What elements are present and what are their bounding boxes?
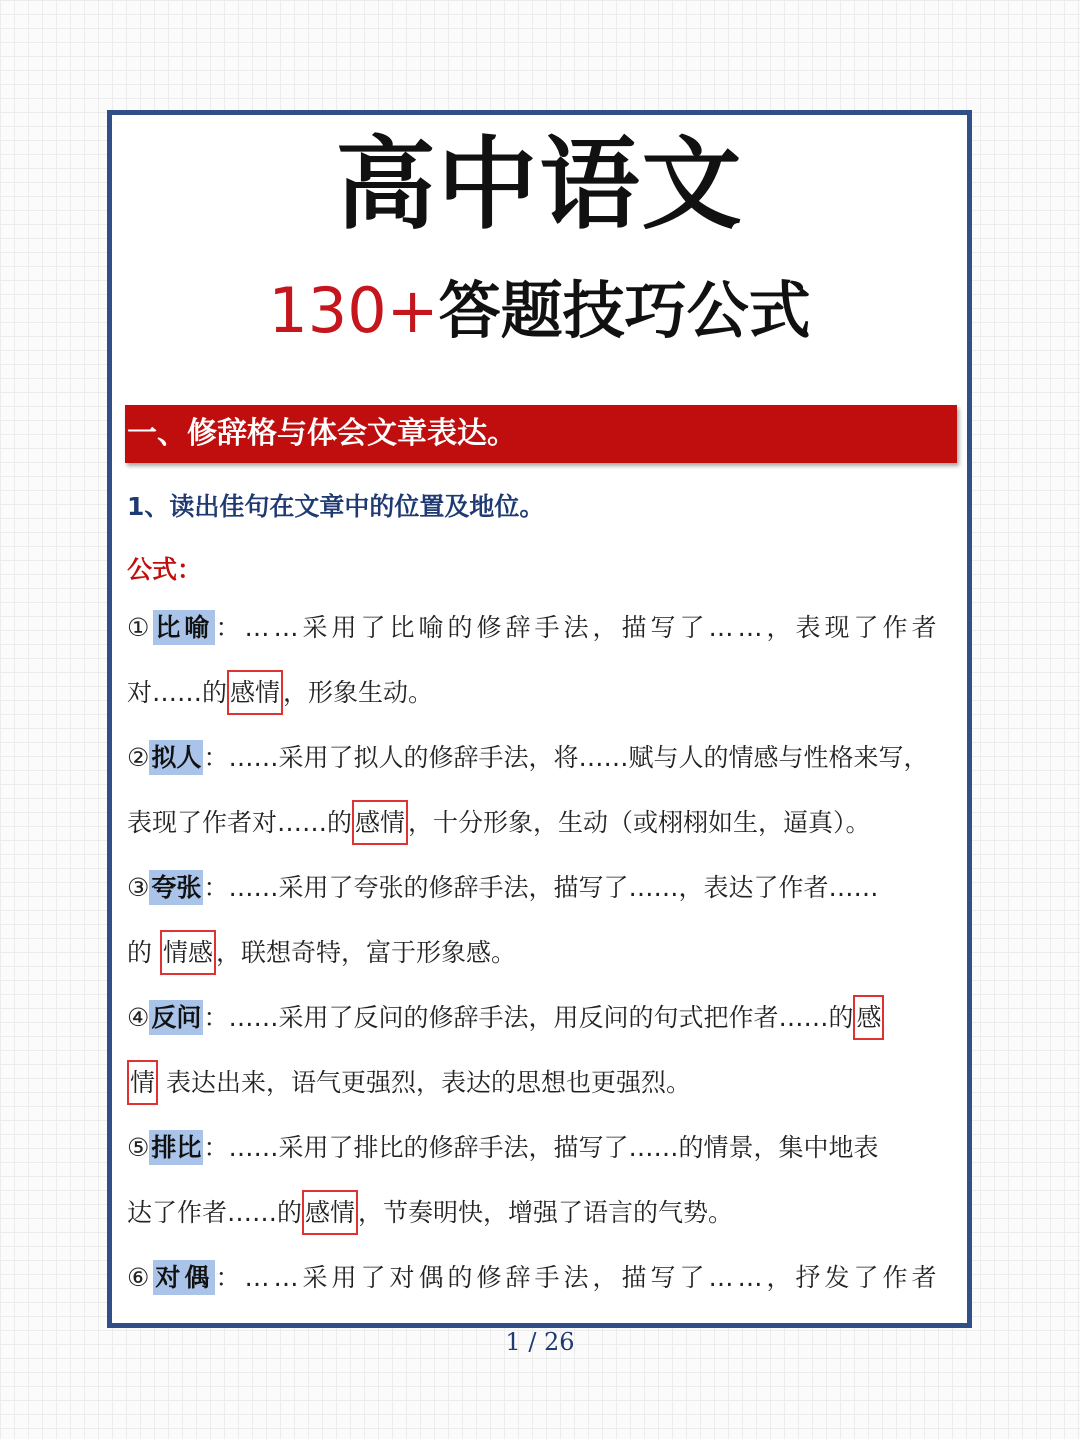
item-text: ：……采用了比喻的修辞手法，描写了……，表现了作者 <box>215 613 941 642</box>
item-text: 的 <box>127 938 160 967</box>
item-heading: 1、读出佳句在文章中的位置及地位。 <box>127 492 545 521</box>
list-item-line <box>127 1180 962 1245</box>
list-item-line <box>127 725 962 790</box>
keyword-box: 感情 <box>227 670 283 715</box>
item-number: ① <box>127 613 154 642</box>
item-text: 表达出来，语气更强烈，表达的思想也更强烈。 <box>158 1068 691 1097</box>
item-text: ，十分形象，生动（或栩栩如生，逼真）。 <box>408 808 871 837</box>
rhetoric-term: 夸张 <box>149 870 203 905</box>
list-item-line <box>127 790 962 855</box>
keyword-box: 感情 <box>302 1190 358 1235</box>
item-number: ② <box>127 743 150 772</box>
keyword-box: 情 <box>127 1060 158 1105</box>
section-header: 一、修辞格与体会文章表达。 <box>125 405 957 463</box>
keyword-box: 感情 <box>352 800 408 845</box>
list-item-line <box>127 1115 962 1180</box>
list-item-line <box>127 920 962 985</box>
item-number: ④ <box>127 1003 150 1032</box>
keyword-box: 情感 <box>160 930 216 975</box>
item-text: 达了作者……的 <box>127 1198 303 1227</box>
item-text: ：……采用了拟人的修辞手法，将……赋与人的情感与性格来写， <box>203 743 929 772</box>
list-item-line <box>127 1245 962 1310</box>
item-number: ⑥ <box>127 1263 154 1292</box>
list-item-line <box>127 660 962 725</box>
rhetoric-term: 排比 <box>149 1130 203 1165</box>
list-item-line <box>127 595 962 660</box>
formula-list <box>127 595 962 1310</box>
rhetoric-term: 反问 <box>149 1000 203 1035</box>
list-item-line <box>127 1050 962 1115</box>
item-text: ：……采用了夸张的修辞手法，描写了……，表达了作者…… <box>203 873 879 902</box>
item-text: ：……采用了对偶的修辞手法，描写了……，抒发了作者 <box>215 1263 941 1292</box>
page-title: 高中语文 <box>335 126 744 243</box>
page-indicator: 1 / 26 <box>505 1328 575 1356</box>
subtitle-number: 130+ <box>268 274 439 347</box>
page-subtitle <box>112 275 967 347</box>
item-number: ⑤ <box>127 1133 150 1162</box>
item-text: 对……的 <box>127 678 228 707</box>
list-item-line <box>127 855 962 920</box>
item-number: ③ <box>127 873 150 902</box>
formula-label: 公式： <box>127 555 203 584</box>
rhetoric-term: 拟人 <box>149 740 203 775</box>
item-text: ：……采用了反问的修辞手法，用反问的句式把作者……的 <box>203 1003 854 1032</box>
rhetoric-term: 对偶 <box>153 1260 215 1295</box>
subtitle-text: 答题技巧公式 <box>438 274 811 347</box>
item-text: ，形象生动。 <box>283 678 434 707</box>
item-text: 表现了作者对……的 <box>127 808 353 837</box>
item-text: ，节奏明快，增强了语言的气势。 <box>358 1198 734 1227</box>
rhetoric-term: 比喻 <box>153 610 215 645</box>
item-text: ，联想奇特，富于形象感。 <box>215 938 516 967</box>
keyword-box: 感 <box>853 995 884 1040</box>
item-text: ：……采用了排比的修辞手法，描写了……的情景，集中地表 <box>203 1133 879 1162</box>
document-page <box>107 110 972 1328</box>
list-item-line <box>127 985 962 1050</box>
